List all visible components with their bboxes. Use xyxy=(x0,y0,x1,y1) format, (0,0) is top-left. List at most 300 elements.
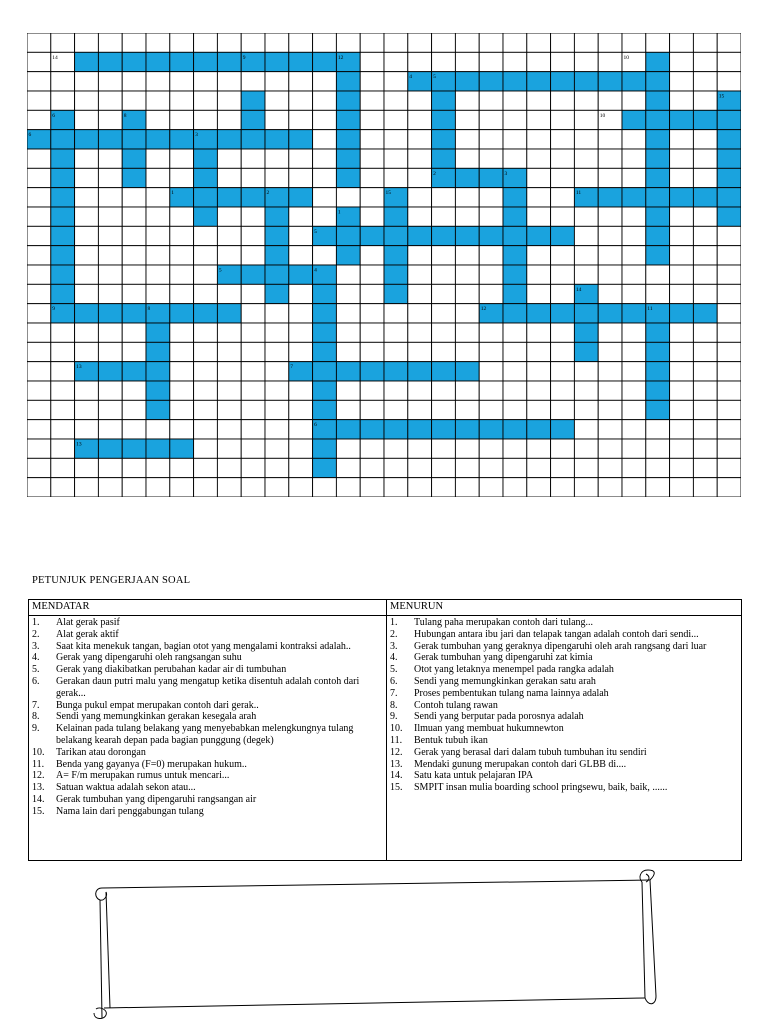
grid-cell xyxy=(98,478,122,497)
grid-cell xyxy=(693,91,717,110)
answer-cell[interactable] xyxy=(241,265,265,284)
answer-cell[interactable] xyxy=(217,130,241,149)
answer-cell[interactable] xyxy=(551,420,575,439)
grid-cell xyxy=(98,91,122,110)
grid-cell xyxy=(122,284,146,303)
answer-cell[interactable] xyxy=(313,52,337,71)
grid-cell xyxy=(98,284,122,303)
grid-cell xyxy=(574,130,598,149)
grid-cell xyxy=(27,323,51,342)
answer-cell[interactable] xyxy=(432,362,456,381)
answer-cell[interactable] xyxy=(51,207,75,226)
grid-cell xyxy=(693,478,717,497)
answer-cell[interactable] xyxy=(336,91,360,110)
answer-cell[interactable] xyxy=(122,362,146,381)
answer-cell[interactable] xyxy=(455,168,479,187)
grid-cell xyxy=(574,226,598,245)
grid-cell xyxy=(75,284,99,303)
answer-cell[interactable] xyxy=(51,149,75,168)
answer-cell[interactable] xyxy=(313,284,337,303)
answer-cell[interactable] xyxy=(289,52,313,71)
answer-cell[interactable] xyxy=(289,265,313,284)
answer-cell[interactable] xyxy=(479,226,503,245)
answer-cell[interactable] xyxy=(51,265,75,284)
answer-cell[interactable] xyxy=(717,130,741,149)
answer-cell[interactable] xyxy=(622,110,646,129)
grid-cell xyxy=(455,52,479,71)
answer-cell[interactable] xyxy=(384,246,408,265)
grid-cell xyxy=(551,323,575,342)
grid-cell xyxy=(574,381,598,400)
answer-cell[interactable] xyxy=(503,420,527,439)
answer-cell[interactable] xyxy=(98,130,122,149)
grid-cell xyxy=(574,458,598,477)
answer-cell[interactable] xyxy=(75,304,99,323)
grid-cell xyxy=(432,52,456,71)
grid-cell xyxy=(551,362,575,381)
answer-cell[interactable] xyxy=(527,226,551,245)
answer-cell[interactable] xyxy=(670,188,694,207)
clue-number: 5 xyxy=(433,74,436,81)
answer-cell[interactable] xyxy=(717,188,741,207)
answer-cell[interactable] xyxy=(360,420,384,439)
answer-cell[interactable] xyxy=(503,284,527,303)
grid-cell xyxy=(693,342,717,361)
grid-cell xyxy=(479,246,503,265)
answer-cell[interactable] xyxy=(75,52,99,71)
answer-cell[interactable] xyxy=(574,323,598,342)
grid-cell xyxy=(693,226,717,245)
grid-cell xyxy=(27,381,51,400)
answer-cell[interactable] xyxy=(146,381,170,400)
answer-cell[interactable] xyxy=(622,188,646,207)
answer-cell[interactable] xyxy=(51,168,75,187)
answer-cell[interactable] xyxy=(455,362,479,381)
grid-cell xyxy=(170,478,194,497)
answer-cell[interactable] xyxy=(146,439,170,458)
answer-cell[interactable] xyxy=(408,362,432,381)
answer-cell[interactable] xyxy=(646,323,670,342)
answer-cell[interactable] xyxy=(455,420,479,439)
answer-cell[interactable] xyxy=(646,207,670,226)
answer-cell[interactable] xyxy=(146,130,170,149)
answer-cell[interactable] xyxy=(336,246,360,265)
answer-cell[interactable] xyxy=(693,110,717,129)
answer-cell[interactable] xyxy=(265,246,289,265)
grid-cell xyxy=(384,323,408,342)
mendatar-header: MENDATAR xyxy=(29,600,387,616)
answer-cell[interactable] xyxy=(313,458,337,477)
grid-cell xyxy=(98,188,122,207)
answer-cell[interactable] xyxy=(717,207,741,226)
answer-cell[interactable] xyxy=(646,188,670,207)
answer-cell[interactable] xyxy=(598,304,622,323)
grid-cell xyxy=(551,168,575,187)
answer-cell[interactable] xyxy=(646,342,670,361)
grid-cell xyxy=(408,458,432,477)
clue-number: 8 xyxy=(147,306,151,313)
answer-cell[interactable] xyxy=(455,226,479,245)
answer-cell[interactable] xyxy=(217,52,241,71)
grid-cell xyxy=(170,265,194,284)
answer-cell[interactable] xyxy=(574,342,598,361)
answer-cell[interactable] xyxy=(98,362,122,381)
grid-cell xyxy=(289,33,313,52)
answer-cell[interactable] xyxy=(646,110,670,129)
answer-cell[interactable] xyxy=(122,52,146,71)
clue-item-number: 1. xyxy=(32,617,40,628)
clue-item xyxy=(390,770,738,782)
answer-cell[interactable] xyxy=(503,246,527,265)
grid-cell xyxy=(455,284,479,303)
grid-cell xyxy=(146,91,170,110)
clue-item-text: Sendi yang memungkinkan gerakan kesegala arah xyxy=(56,711,257,723)
answer-cell[interactable] xyxy=(170,52,194,71)
grid-cell xyxy=(194,381,218,400)
grid-cell xyxy=(289,381,313,400)
answer-cell[interactable] xyxy=(527,72,551,91)
answer-cell[interactable] xyxy=(51,246,75,265)
grid-cell xyxy=(360,478,384,497)
grid-cell xyxy=(598,284,622,303)
answer-cell[interactable] xyxy=(646,246,670,265)
grid-cell xyxy=(598,400,622,419)
clue-item-text: Saat kita menekuk tangan, bagian otot yang mengalami kontraksi adalah.. xyxy=(56,640,351,652)
answer-cell[interactable] xyxy=(479,168,503,187)
answer-cell[interactable] xyxy=(146,362,170,381)
answer-cell[interactable] xyxy=(98,304,122,323)
grid-cell xyxy=(574,362,598,381)
clue-number: 4 xyxy=(409,74,413,81)
answer-cell[interactable] xyxy=(170,130,194,149)
grid-cell xyxy=(670,323,694,342)
grid-cell xyxy=(265,304,289,323)
grid-cell xyxy=(503,33,527,52)
grid-cell xyxy=(194,265,218,284)
grid-cell xyxy=(51,439,75,458)
grid-cell xyxy=(598,130,622,149)
answer-cell[interactable] xyxy=(503,304,527,323)
answer-cell[interactable] xyxy=(170,304,194,323)
answer-cell[interactable] xyxy=(122,130,146,149)
grid-cell xyxy=(574,110,598,129)
answer-cell[interactable] xyxy=(646,400,670,419)
grid-cell xyxy=(265,478,289,497)
answer-cell[interactable] xyxy=(122,168,146,187)
answer-cell[interactable] xyxy=(646,226,670,245)
answer-cell[interactable] xyxy=(313,439,337,458)
answer-cell[interactable] xyxy=(646,52,670,71)
answer-cell[interactable] xyxy=(51,226,75,245)
clue-item-number: 4. xyxy=(390,652,398,664)
answer-cell[interactable] xyxy=(217,304,241,323)
grid-cell xyxy=(194,284,218,303)
grid-cell xyxy=(146,72,170,91)
answer-cell[interactable] xyxy=(265,207,289,226)
grid-cell xyxy=(27,342,51,361)
answer-cell[interactable] xyxy=(384,284,408,303)
answer-cell[interactable] xyxy=(503,265,527,284)
answer-cell[interactable] xyxy=(598,72,622,91)
answer-cell[interactable] xyxy=(384,420,408,439)
clue-item-number: 7. xyxy=(32,699,40,711)
grid-cell xyxy=(194,323,218,342)
answer-cell[interactable] xyxy=(574,72,598,91)
answer-cell[interactable] xyxy=(432,130,456,149)
grid-cell xyxy=(455,458,479,477)
answer-cell[interactable] xyxy=(693,304,717,323)
answer-cell[interactable] xyxy=(241,130,265,149)
answer-cell[interactable] xyxy=(598,188,622,207)
answer-cell[interactable] xyxy=(432,110,456,129)
answer-cell[interactable] xyxy=(51,284,75,303)
answer-cell[interactable] xyxy=(194,168,218,187)
answer-cell[interactable] xyxy=(146,52,170,71)
grid-cell xyxy=(289,478,313,497)
answer-cell[interactable] xyxy=(503,72,527,91)
grid-cell xyxy=(241,207,265,226)
answer-cell[interactable] xyxy=(693,188,717,207)
answer-cell[interactable] xyxy=(336,226,360,245)
answer-cell[interactable] xyxy=(622,304,646,323)
grid-cell xyxy=(384,381,408,400)
answer-cell[interactable] xyxy=(313,362,337,381)
answer-cell[interactable] xyxy=(384,207,408,226)
answer-cell[interactable] xyxy=(265,284,289,303)
grid-cell xyxy=(360,439,384,458)
answer-cell[interactable] xyxy=(432,420,456,439)
answer-cell[interactable] xyxy=(289,130,313,149)
answer-cell[interactable] xyxy=(289,188,313,207)
grid-cell xyxy=(98,420,122,439)
answer-cell[interactable] xyxy=(194,304,218,323)
answer-cell[interactable] xyxy=(503,207,527,226)
grid-cell xyxy=(27,265,51,284)
grid-cell xyxy=(51,458,75,477)
answer-cell[interactable] xyxy=(336,110,360,129)
answer-cell[interactable] xyxy=(432,91,456,110)
grid-cell xyxy=(75,72,99,91)
answer-cell[interactable] xyxy=(384,226,408,245)
grid-cell xyxy=(289,420,313,439)
answer-cell[interactable] xyxy=(265,130,289,149)
answer-cell[interactable] xyxy=(98,52,122,71)
grid-cell xyxy=(622,420,646,439)
answer-cell[interactable] xyxy=(265,265,289,284)
clue-item xyxy=(390,735,738,747)
grid-cell xyxy=(194,439,218,458)
grid-cell xyxy=(408,188,432,207)
answer-cell[interactable] xyxy=(122,304,146,323)
grid-cell xyxy=(503,439,527,458)
answer-cell[interactable] xyxy=(313,304,337,323)
grid-cell xyxy=(75,246,99,265)
answer-cell[interactable] xyxy=(551,304,575,323)
grid-cell xyxy=(75,207,99,226)
grid-cell xyxy=(122,400,146,419)
answer-cell[interactable] xyxy=(194,52,218,71)
answer-cell[interactable] xyxy=(122,439,146,458)
clue-item-text: Gerakan daun putri malu yang mengatup ketika disentuh adalah contoh dari gerak... xyxy=(56,675,360,699)
grid-cell xyxy=(693,207,717,226)
grid-cell xyxy=(527,478,551,497)
answer-cell[interactable] xyxy=(646,72,670,91)
answer-cell[interactable] xyxy=(194,207,218,226)
answer-cell[interactable] xyxy=(360,362,384,381)
answer-cell[interactable] xyxy=(432,226,456,245)
answer-cell[interactable] xyxy=(717,149,741,168)
grid-cell xyxy=(170,362,194,381)
grid-cell xyxy=(693,323,717,342)
grid-cell xyxy=(75,420,99,439)
answer-cell[interactable] xyxy=(503,226,527,245)
answer-cell[interactable] xyxy=(527,304,551,323)
grid-cell xyxy=(289,439,313,458)
answer-cell[interactable] xyxy=(551,226,575,245)
answer-cell[interactable] xyxy=(336,420,360,439)
grid-cell xyxy=(479,110,503,129)
grid-cell xyxy=(479,265,503,284)
grid-cell xyxy=(503,91,527,110)
answer-cell[interactable] xyxy=(479,420,503,439)
grid-cell xyxy=(265,458,289,477)
answer-cell[interactable] xyxy=(646,91,670,110)
clue-item xyxy=(390,759,738,771)
answer-cell[interactable] xyxy=(75,130,99,149)
answer-cell[interactable] xyxy=(51,188,75,207)
answer-cell[interactable] xyxy=(146,342,170,361)
answer-cell[interactable] xyxy=(503,188,527,207)
grid-cell xyxy=(622,130,646,149)
clue-number: 10 xyxy=(623,54,629,61)
answer-cell[interactable] xyxy=(551,72,575,91)
answer-cell[interactable] xyxy=(336,168,360,187)
grid-cell xyxy=(217,168,241,187)
grid-cell xyxy=(384,33,408,52)
answer-cell[interactable] xyxy=(336,130,360,149)
grid-cell xyxy=(622,381,646,400)
answer-cell[interactable] xyxy=(336,72,360,91)
clue-number: 6 xyxy=(28,132,32,139)
answer-cell[interactable] xyxy=(98,439,122,458)
grid-cell xyxy=(598,439,622,458)
grid-cell xyxy=(360,284,384,303)
grid-cell xyxy=(98,265,122,284)
answer-cell[interactable] xyxy=(265,226,289,245)
answer-cell[interactable] xyxy=(336,362,360,381)
grid-cell xyxy=(646,284,670,303)
grid-cell xyxy=(479,91,503,110)
answer-cell[interactable] xyxy=(313,342,337,361)
grid-cell xyxy=(455,265,479,284)
grid-cell xyxy=(336,304,360,323)
answer-cell[interactable] xyxy=(313,400,337,419)
answer-cell[interactable] xyxy=(265,52,289,71)
answer-cell[interactable] xyxy=(670,304,694,323)
answer-cell[interactable] xyxy=(170,439,194,458)
answer-cell[interactable] xyxy=(670,110,694,129)
grid-cell xyxy=(646,265,670,284)
grid-cell xyxy=(360,304,384,323)
grid-cell xyxy=(551,478,575,497)
answer-cell[interactable] xyxy=(360,226,384,245)
answer-cell[interactable] xyxy=(646,130,670,149)
grid-cell xyxy=(98,33,122,52)
answer-cell[interactable] xyxy=(194,188,218,207)
answer-cell[interactable] xyxy=(51,130,75,149)
answer-cell[interactable] xyxy=(646,168,670,187)
answer-cell[interactable] xyxy=(241,110,265,129)
grid-cell xyxy=(170,72,194,91)
grid-cell xyxy=(51,72,75,91)
answer-cell[interactable] xyxy=(336,149,360,168)
answer-cell[interactable] xyxy=(122,149,146,168)
answer-cell[interactable] xyxy=(313,381,337,400)
grid-cell xyxy=(122,91,146,110)
answer-cell[interactable] xyxy=(241,188,265,207)
answer-cell[interactable] xyxy=(194,149,218,168)
grid-cell xyxy=(51,323,75,342)
answer-cell[interactable] xyxy=(313,323,337,342)
answer-cell[interactable] xyxy=(408,420,432,439)
grid-cell xyxy=(146,265,170,284)
clue-number: 2 xyxy=(433,170,436,177)
answer-cell[interactable] xyxy=(622,72,646,91)
grid-cell xyxy=(289,226,313,245)
answer-cell[interactable] xyxy=(646,362,670,381)
grid-cell xyxy=(455,188,479,207)
grid-cell xyxy=(289,284,313,303)
grid-cell xyxy=(170,420,194,439)
grid-cell xyxy=(479,439,503,458)
answer-cell[interactable] xyxy=(217,188,241,207)
answer-cell[interactable] xyxy=(574,304,598,323)
grid-cell xyxy=(408,439,432,458)
grid-cell xyxy=(265,439,289,458)
answer-cell[interactable] xyxy=(408,226,432,245)
answer-cell[interactable] xyxy=(432,149,456,168)
grid-cell xyxy=(717,400,741,419)
answer-cell[interactable] xyxy=(146,323,170,342)
answer-cell[interactable] xyxy=(717,110,741,129)
grid-cell xyxy=(27,478,51,497)
answer-cell[interactable] xyxy=(646,381,670,400)
grid-cell xyxy=(146,207,170,226)
grid-cell xyxy=(98,400,122,419)
grid-cell xyxy=(717,381,741,400)
grid-cell xyxy=(503,149,527,168)
answer-cell[interactable] xyxy=(241,91,265,110)
answer-cell[interactable] xyxy=(479,72,503,91)
answer-cell[interactable] xyxy=(384,265,408,284)
grid-cell xyxy=(503,130,527,149)
grid-cell xyxy=(598,33,622,52)
grid-cell xyxy=(479,342,503,361)
answer-cell[interactable] xyxy=(455,72,479,91)
grid-cell xyxy=(574,400,598,419)
grid-cell xyxy=(194,458,218,477)
answer-cell[interactable] xyxy=(717,168,741,187)
grid-cell xyxy=(241,342,265,361)
grid-cell xyxy=(598,362,622,381)
answer-cell[interactable] xyxy=(146,400,170,419)
answer-cell[interactable] xyxy=(646,149,670,168)
answer-cell[interactable] xyxy=(527,420,551,439)
answer-cell[interactable] xyxy=(384,362,408,381)
clue-item-number: 10. xyxy=(390,723,403,735)
clue-item xyxy=(390,641,738,653)
grid-cell xyxy=(336,188,360,207)
